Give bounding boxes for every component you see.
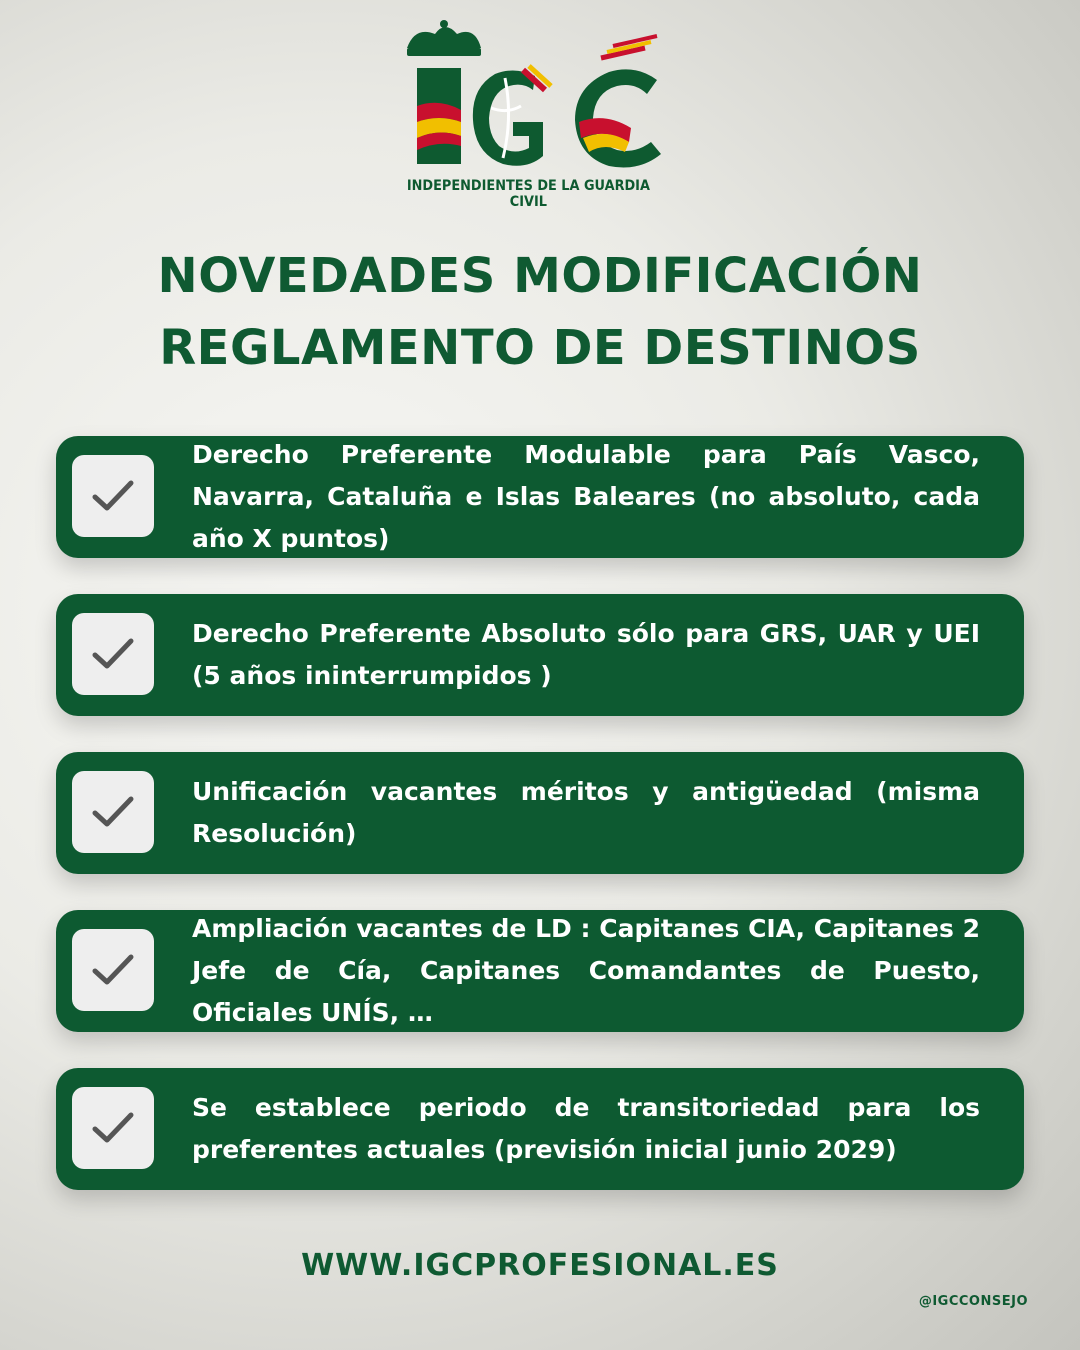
social-handle: @IGCCONSEJO [918, 1294, 1028, 1309]
list-item-text: Derecho Preferente Modulable para País Vasco, Navarra, Cataluña e Islas Baleares (no absoluto, cada año X puntos) [192, 440, 980, 553]
checkbox [72, 771, 154, 853]
checkmark-icon [91, 635, 135, 673]
igc-logo-mark [395, 18, 695, 178]
list-item-text: Se establece periodo de transitoriedad para los preferentes actuales (previsión inicial junio 2029) [192, 1093, 980, 1164]
checkmark-icon [91, 951, 135, 989]
checkbox [72, 613, 154, 695]
igc-logo [395, 18, 695, 218]
checkbox [72, 1087, 154, 1169]
checkmark-icon [91, 1109, 135, 1147]
website-link[interactable]: WWW.IGCPROFESIONAL.ES [301, 1248, 779, 1283]
page-title [0, 240, 1080, 384]
list-item-text: Derecho Preferente Absoluto sólo para GRS, UAR y UEI (5 años ininterrumpidos ) [192, 619, 980, 690]
checkmark-icon [91, 477, 135, 515]
crown-icon [407, 20, 481, 56]
letter-c [575, 36, 661, 168]
checkbox [72, 455, 154, 537]
list-item-text: Unificación vacantes méritos y antigüedad (misma Resolución) [192, 777, 980, 848]
list-item [56, 752, 1024, 874]
list-item [56, 910, 1024, 1032]
checkmark-icon [91, 793, 135, 831]
list-item [56, 436, 1024, 558]
title-line-1: NOVEDADES MODIFICACIÓN [157, 248, 923, 304]
list-item [56, 594, 1024, 716]
checkbox [72, 929, 154, 1011]
logo-subtitle: INDEPENDIENTES DE LA GUARDIA CIVIL [406, 178, 650, 210]
letter-g [473, 66, 551, 166]
list-item-text: Ampliación vacantes de LD : Capitanes CIA, Capitanes 2 Jefe de Cía, Capitanes Comandantes de Puesto, Oficiales UNÍS, … [192, 914, 980, 1027]
list-item [56, 1068, 1024, 1190]
title-line-2: REGLAMENTO DE DESTINOS [159, 320, 921, 376]
letter-i [417, 68, 461, 164]
